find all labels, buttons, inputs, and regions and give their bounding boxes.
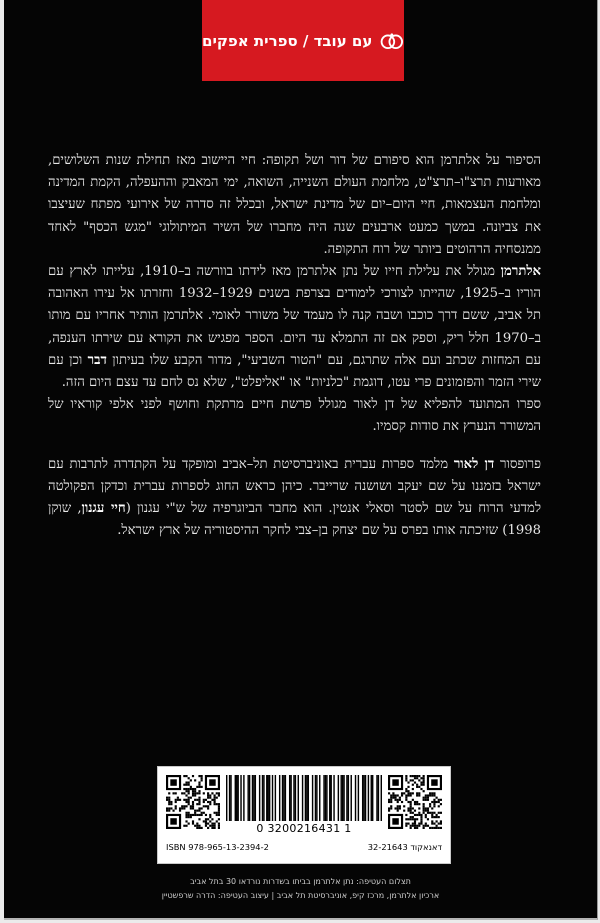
back-cover xyxy=(4,0,598,920)
author-bio-text: מלמד ספרות עברית באוניברסיטת תל–אביב ומופקד על הקתדרה לתרבות עם ישראל בזמננו על שם יעקב ושושנה שרייבר. כיהן כראש החוג לספרות עברית וכדקן הפקולטה למדעי הרוח על שם לסטר וסאלי אנטין. הוא מחבר הביוגרפיה של ש"י עגנון ( xyxy=(48,456,541,517)
agnon-book-title: חיי עגנון xyxy=(81,501,126,517)
book-title: אלתרמן xyxy=(500,264,542,280)
blurb-paragraph-2-end: וכן עם שירי הזמר והפזמונים פרי עטו, דוגמת "כלניות" או "אליפלט", שלא נס לחם עד עצם היום הזה. xyxy=(48,352,541,391)
qr-code-left-icon xyxy=(166,775,220,829)
back-cover-blurb xyxy=(48,150,541,542)
blurb-paragraph-2-text: מגולל את עלילת חייו של נתן אלתרמן מאז לידתו בוורשה ב–1910, עלייתו לארץ עם הוריו ב–1925, שהייתו לצורכי לימודים בצרפת בשנים 1929–1932 וחזרתו אל עירו האהובה תל אביב, ששם דרך כוכבו ושבה קנה לו מעמד של משורר לאומי. אלתרמן הותיר אחריו עם מותו ב–1970 חלל ריק, וספק אם זה התמלא עד היום. הספר מפגיש את הקורא עם שירתו הענפה, עם המחזות שכתב ועם אלה שתרגם, עם "הטור השביעי", מדור הקבע שלו בעיתון xyxy=(48,264,541,368)
credits-photo-line: תצלום העטיפה: נתן אלתרמן בביתו בשדרות נורדאו 30 בתל אביב xyxy=(190,877,411,886)
catalog-code: דאנאקוד 32-21643 xyxy=(367,842,442,852)
barcode-digits: 0 3200216431 1 xyxy=(256,822,352,835)
isbn-number: ISBN 978-965-13-2394-2 xyxy=(166,842,269,852)
author-bio-prefix: פרופסור xyxy=(494,456,542,472)
author-bio xyxy=(48,454,541,543)
ean-barcode xyxy=(226,775,382,821)
qr-code-right-icon xyxy=(388,775,442,829)
am-oved-logo-icon xyxy=(380,27,404,55)
author-name: דן לאור xyxy=(453,456,495,472)
blurb-paragraph-1: הסיפור על אלתרמן הוא סיפורם של דור ושל תקופה: חיי היישוב מאז תחילת שנות השלושים, מאורעות תרצ"ו–תרצ"ט, מלחמת העולם השנייה, השואה, ימי המאבק וההעפלה, הקמת המדינה ומלחמת העצמאות, חיי היום–יום של מדינת ישראל, ובכלל זה סדרה של אירועי מפתח שעיצבו את צביונה. במשך כמעט ארבעים שנה היה מחברו של השיר המיתולוגי "מגש הכסף" לאחד ממנסחיה הרהוטים ביותר של רוח התקופה. xyxy=(48,153,542,257)
blurb-paragraph-2 xyxy=(48,261,541,394)
author-bio-end: , שוקן 1998) שזיכתה אותו בפרס על שם יצחק בן–צבי לחקר ההיסטוריה של ארץ ישראל. xyxy=(48,501,541,539)
newspaper-name: דבר xyxy=(87,352,107,368)
barcode-panel xyxy=(157,766,451,864)
cover-credits xyxy=(44,875,557,903)
isbn-line xyxy=(166,842,442,852)
blurb-paragraph-3: ספרו המתועד להפליא של דן לאור מגולל פרשת חיים מרתקת וחושף לפני אלפי קוראיו של המשורר הנערץ את סודות קסמיו. xyxy=(48,397,541,435)
credits-design-line: ארכיון אלתרמן, מרכז קיפ, אוניברסיטת תל אביב | עיצוב העטיפה: הדרה שרפשטיין xyxy=(161,891,440,900)
publisher-name: עם עובד / ספרית אפקים xyxy=(202,31,373,50)
publisher-band xyxy=(202,0,404,81)
